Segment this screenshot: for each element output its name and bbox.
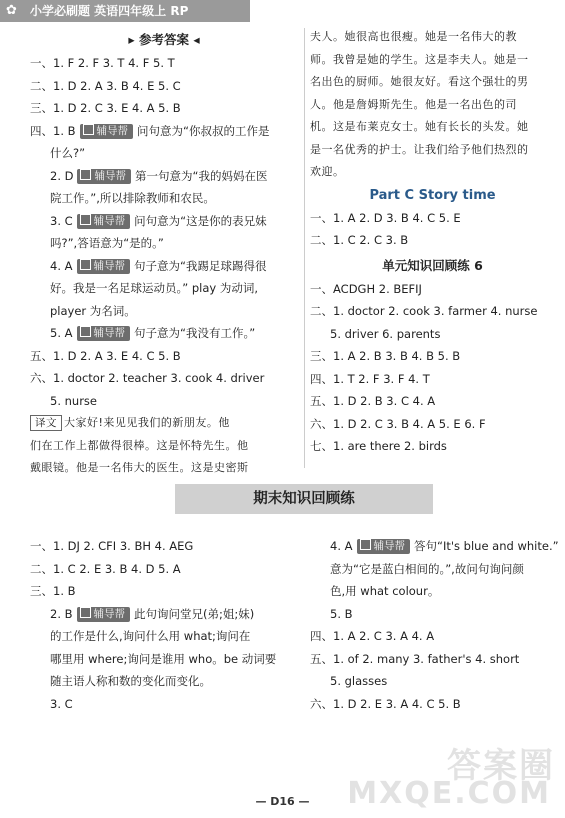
book-icon (360, 539, 371, 550)
translation-line: 机。这是布莱克女士。她有长长的头发。她 (310, 120, 529, 133)
book-logo-icon: ✿ (6, 3, 17, 18)
answer-number: 2. B (50, 606, 73, 621)
explanation-text: 问句意为“你叔叔的工作是 (137, 123, 270, 138)
badge-label: 辅导帮 (96, 124, 129, 137)
translation-line: 人。他是詹姆斯先生。他是一名出色的司 (310, 97, 517, 111)
translation-line: 欢迎。 (310, 165, 345, 178)
badge-label: 辅导帮 (373, 540, 405, 552)
answer-line: 一、1. DJ 2. CFI 3. BH 4. AEG (30, 539, 194, 553)
translation-line: 们在工作上都做得很棒。这是怀特先生。他 (30, 438, 249, 452)
watermark-line1: 答案圈 (447, 746, 555, 786)
answer-line: 5. glasses (330, 674, 388, 688)
translation-line (30, 412, 298, 435)
answer-line (30, 165, 298, 188)
answer-number: 3. C (50, 213, 73, 228)
explanation-line: 吗?”,答语意为“是的。” (50, 236, 164, 250)
explanation-text: 问句意为“这是你的表兄妹 (134, 213, 267, 228)
answer-key-title: ▸ 参考答案 ◂ (128, 32, 200, 47)
answer-line: 二、1. C 2. E 3. B 4. D 5. A (30, 561, 181, 576)
answer-line: 六、1. D 2. C 3. B 4. A 5. E 6. F (310, 416, 486, 431)
tutor-badge (77, 607, 131, 622)
answer-number: 4. A (50, 258, 73, 273)
badge-label: 辅导帮 (93, 214, 126, 227)
unit-review-heading: 单元知识回顾练 6 (382, 257, 483, 273)
explanation-line: 哪里用 where;询问是谁用 who。be 动词要 (50, 651, 277, 666)
answer-line (310, 535, 559, 558)
explanation-text: 句子意为“我没有工作。” (134, 326, 256, 340)
answer-line (30, 255, 298, 278)
answer-line: 5. B (330, 606, 353, 621)
lower-right-column (310, 535, 559, 715)
answer-line: 五、1. of 2. many 3. father's 4. short (310, 651, 520, 666)
translation-text: 大家好!来见见我们的新朋友。他 (64, 416, 230, 429)
answer-line: 一、1. A 2. D 3. B 4. C 5. E (310, 210, 461, 225)
translation-line: 名出色的厨师。她很友好。看这个强壮的男 (310, 75, 529, 88)
answer-line (30, 120, 298, 143)
answer-line: 5. nurse (50, 393, 97, 408)
answer-number: 2. D (50, 168, 74, 183)
answer-line: 七、1. are there 2. birds (310, 439, 447, 453)
answer-number: 四、1. B (30, 123, 76, 138)
tutor-badge (357, 539, 411, 554)
tutor-badge (77, 259, 131, 274)
translation-line: 师。我曾是她的学生。这是李夫人。她是一 (310, 52, 529, 66)
explanation-line: 的工作是什么,询问什么用 what;询问在 (50, 629, 251, 643)
book-icon (80, 214, 91, 225)
explanation-line: 院工作。”,所以排除教师和农民。 (50, 191, 215, 205)
column-divider (304, 28, 305, 468)
answer-number: 4. A (330, 539, 353, 553)
book-icon (80, 169, 91, 180)
answer-line: 三、1. D 2. C 3. E 4. A 5. B (30, 101, 181, 115)
answer-line: 六、1. D 2. E 3. A 4. C 5. B (310, 696, 461, 711)
answer-line (30, 322, 298, 345)
part-c-heading: Part C Story time (369, 187, 496, 203)
left-column (30, 26, 298, 480)
answer-line: 一、ACDGH 2. BEFIJ (310, 281, 422, 296)
explanation-text: 此句询问堂兄(弟;姐;妹) (134, 606, 255, 621)
answer-line: 5. driver 6. parents (330, 326, 441, 341)
explanation-line: 随主语人称和数的变化而变化。 (50, 674, 211, 688)
final-review-banner: 期末知识回顾练 (175, 484, 433, 514)
explanation-text: 第一句意为“我的妈妈在医 (134, 168, 268, 183)
tutor-badge (77, 214, 131, 229)
book-icon (83, 124, 94, 135)
header-title: 小学必刷题 英语四年级上 RP (30, 4, 189, 18)
answer-line (30, 603, 295, 626)
page-header (0, 0, 565, 22)
answer-line: 二、1. doctor 2. cook 3. farmer 4. nurse (310, 304, 538, 318)
explanation-line: 色,用 what colour。 (330, 584, 440, 598)
translation-line: 戴眼镜。他是一名伟大的医生。这是史密斯 (30, 461, 249, 474)
badge-label: 辅导帮 (93, 607, 126, 620)
explanation-line: 什么?” (50, 146, 86, 160)
answer-line: 四、1. A 2. C 3. A 4. A (310, 629, 435, 643)
tutor-badge (77, 169, 131, 184)
explanation-text: 答句“It's blue and white.” (414, 539, 559, 553)
explanation-line: 好。我是一名足球运动员。” play 为动词, (50, 281, 259, 295)
book-icon (80, 607, 91, 618)
translation-label: 译文 (30, 415, 62, 431)
answer-line: 三、1. B (30, 584, 76, 598)
badge-label: 辅导帮 (94, 169, 126, 182)
book-icon (80, 259, 91, 270)
tutor-badge (77, 326, 131, 341)
answer-line: 三、1. A 2. B 3. B 4. B 5. B (310, 349, 461, 363)
explanation-line: 意为“它是蓝白相间的。”,故问句询问颜 (330, 561, 524, 576)
answer-line: 六、1. doctor 2. teacher 3. cook 4. driver (30, 371, 265, 385)
page-number: — D16 — (255, 795, 310, 808)
right-column (310, 26, 555, 458)
answer-line: 一、1. F 2. F 3. T 4. F 5. T (30, 56, 175, 70)
watermark-line2: MXQE.COM (347, 776, 551, 811)
answer-line: 3. C (50, 696, 73, 711)
answer-line: 五、1. D 2. B 3. C 4. A (310, 394, 436, 408)
answer-line (30, 210, 298, 233)
badge-label: 辅导帮 (93, 327, 125, 339)
answer-number: 5. A (50, 326, 73, 340)
book-icon (80, 326, 91, 337)
answer-line: 四、1. T 2. F 3. F 4. T (310, 371, 430, 386)
badge-label: 辅导帮 (93, 259, 125, 272)
answer-line: 二、1. D 2. A 3. B 4. E 5. C (30, 78, 181, 93)
answer-line: 二、1. C 2. C 3. B (310, 233, 409, 247)
answer-line: 五、1. D 2. A 3. E 4. C 5. B (30, 348, 181, 363)
explanation-text: 句子意为“我踢足球踢得很 (134, 258, 267, 273)
lower-left-column (30, 535, 295, 715)
tutor-badge (80, 124, 134, 139)
translation-line: 夫人。她很高也很瘦。她是一名伟大的教 (310, 30, 517, 43)
explanation-line: player 为名词。 (50, 303, 136, 318)
translation-line: 是一名优秀的护士。让我们给予他们热烈的 (310, 142, 529, 156)
